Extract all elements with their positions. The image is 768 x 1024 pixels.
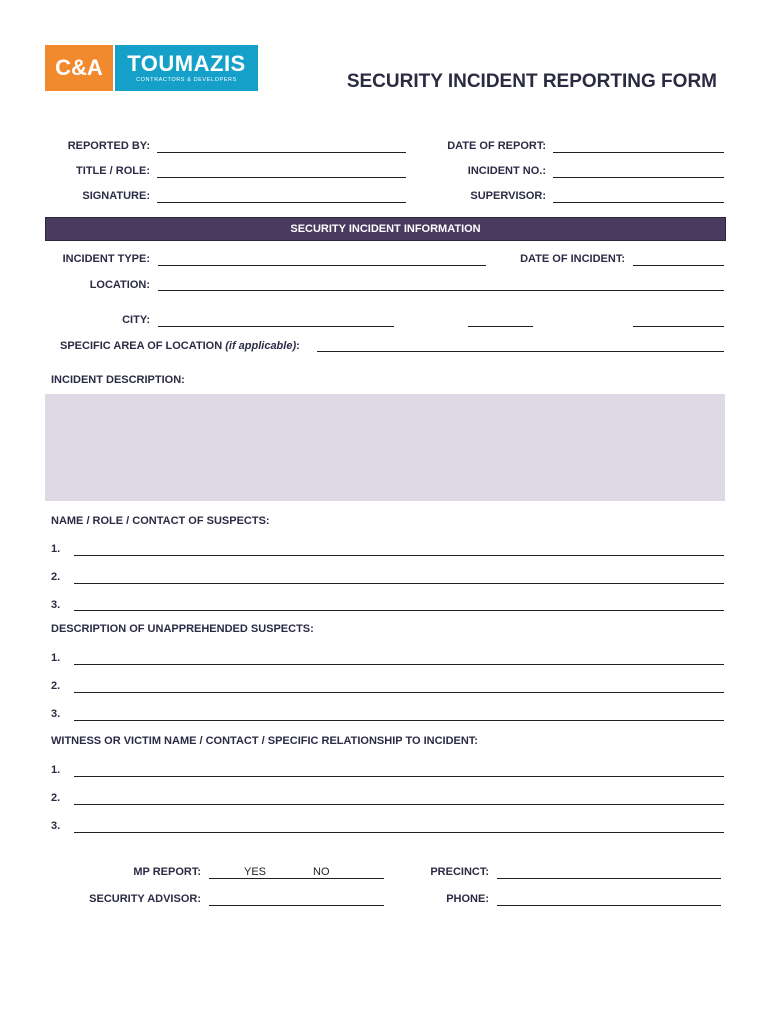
witness-number: 3.: [51, 820, 61, 832]
unapprehended-number: 2.: [51, 680, 61, 692]
specific-area-field[interactable]: [317, 351, 724, 352]
witness-field-3[interactable]: [74, 832, 724, 833]
suspect-field-1[interactable]: [74, 555, 724, 556]
suspects-heading: NAME / ROLE / CONTACT OF SUSPECTS:: [51, 515, 270, 527]
incident-no-field[interactable]: [553, 177, 724, 178]
date-of-report-field[interactable]: [553, 152, 724, 153]
logo-ca-text: C&A: [55, 55, 103, 80]
incident-no-label: INCIDENT NO.:: [467, 165, 546, 177]
suspect-field-3[interactable]: [74, 610, 724, 611]
unapprehended-number: 1.: [51, 652, 61, 664]
mp-report-label: MP REPORT:: [133, 866, 201, 878]
logo-tagline: CONTRACTORS & DEVELOPERS: [136, 77, 237, 83]
location-label: LOCATION:: [89, 279, 150, 291]
witness-number: 2.: [51, 792, 61, 804]
security-advisor-field[interactable]: [209, 905, 384, 906]
suspect-field-2[interactable]: [74, 583, 724, 584]
date-of-incident-label: DATE OF INCIDENT:: [520, 253, 625, 265]
suspect-number: 1.: [51, 543, 61, 555]
incident-type-field[interactable]: [158, 265, 486, 266]
incident-description-label: INCIDENT DESCRIPTION:: [51, 374, 185, 386]
signature-label: SIGNATURE:: [82, 190, 150, 202]
state-field[interactable]: [468, 326, 533, 327]
reported-by-field[interactable]: [157, 152, 406, 153]
logo-toumazis-name: TOUMAZIS: [127, 51, 246, 76]
witness-heading: WITNESS OR VICTIM NAME / CONTACT / SPECIFIC RELATIONSHIP TO INCIDENT:: [51, 735, 478, 747]
unapprehended-heading: DESCRIPTION OF UNAPPREHENDED SUSPECTS:: [51, 623, 314, 635]
unapprehended-field-2[interactable]: [74, 692, 724, 693]
supervisor-field[interactable]: [553, 202, 724, 203]
suspect-number: 2.: [51, 571, 61, 583]
mp-report-yes-option[interactable]: YES: [244, 866, 267, 878]
city-label: CITY:: [122, 314, 150, 326]
unapprehended-field-3[interactable]: [74, 720, 724, 721]
incident-description-box[interactable]: [45, 394, 725, 501]
signature-field[interactable]: [157, 202, 406, 203]
unapprehended-number: 3.: [51, 708, 61, 720]
page-title: SECURITY INCIDENT REPORTING FORM: [346, 71, 717, 92]
logo-toumazis-block: [115, 45, 258, 91]
location-field[interactable]: [158, 290, 724, 291]
unapprehended-field-1[interactable]: [74, 664, 724, 665]
section-band: SECURITY INCIDENT INFORMATION: [45, 217, 726, 241]
phone-field[interactable]: [497, 905, 721, 906]
date-of-incident-field[interactable]: [633, 265, 724, 266]
specific-area-label: SPECIFIC AREA OF LOCATION (if applicable):: [60, 340, 300, 352]
precinct-field[interactable]: [497, 878, 721, 879]
witness-field-2[interactable]: [74, 804, 724, 805]
witness-field-1[interactable]: [74, 776, 724, 777]
suspect-number: 3.: [51, 599, 61, 611]
if-applicable-note: (if applicable): [225, 340, 297, 352]
title-role-field[interactable]: [157, 177, 406, 178]
reported-by-label: REPORTED BY:: [67, 140, 150, 152]
city-field[interactable]: [158, 326, 394, 327]
zip-field[interactable]: [633, 326, 724, 327]
mp-report-field[interactable]: [209, 878, 384, 879]
mp-report-no-option[interactable]: NO: [313, 866, 330, 878]
logo-ca-block: [45, 45, 113, 91]
title-role-label: TITLE / ROLE:: [76, 165, 150, 177]
security-advisor-label: SECURITY ADVISOR:: [89, 893, 201, 905]
phone-label: PHONE:: [446, 893, 489, 905]
witness-number: 1.: [51, 764, 61, 776]
date-of-report-label: DATE OF REPORT:: [447, 140, 546, 152]
supervisor-label: SUPERVISOR:: [470, 190, 546, 202]
precinct-label: PRECINCT:: [430, 866, 489, 878]
incident-type-label: INCIDENT TYPE:: [62, 253, 150, 265]
